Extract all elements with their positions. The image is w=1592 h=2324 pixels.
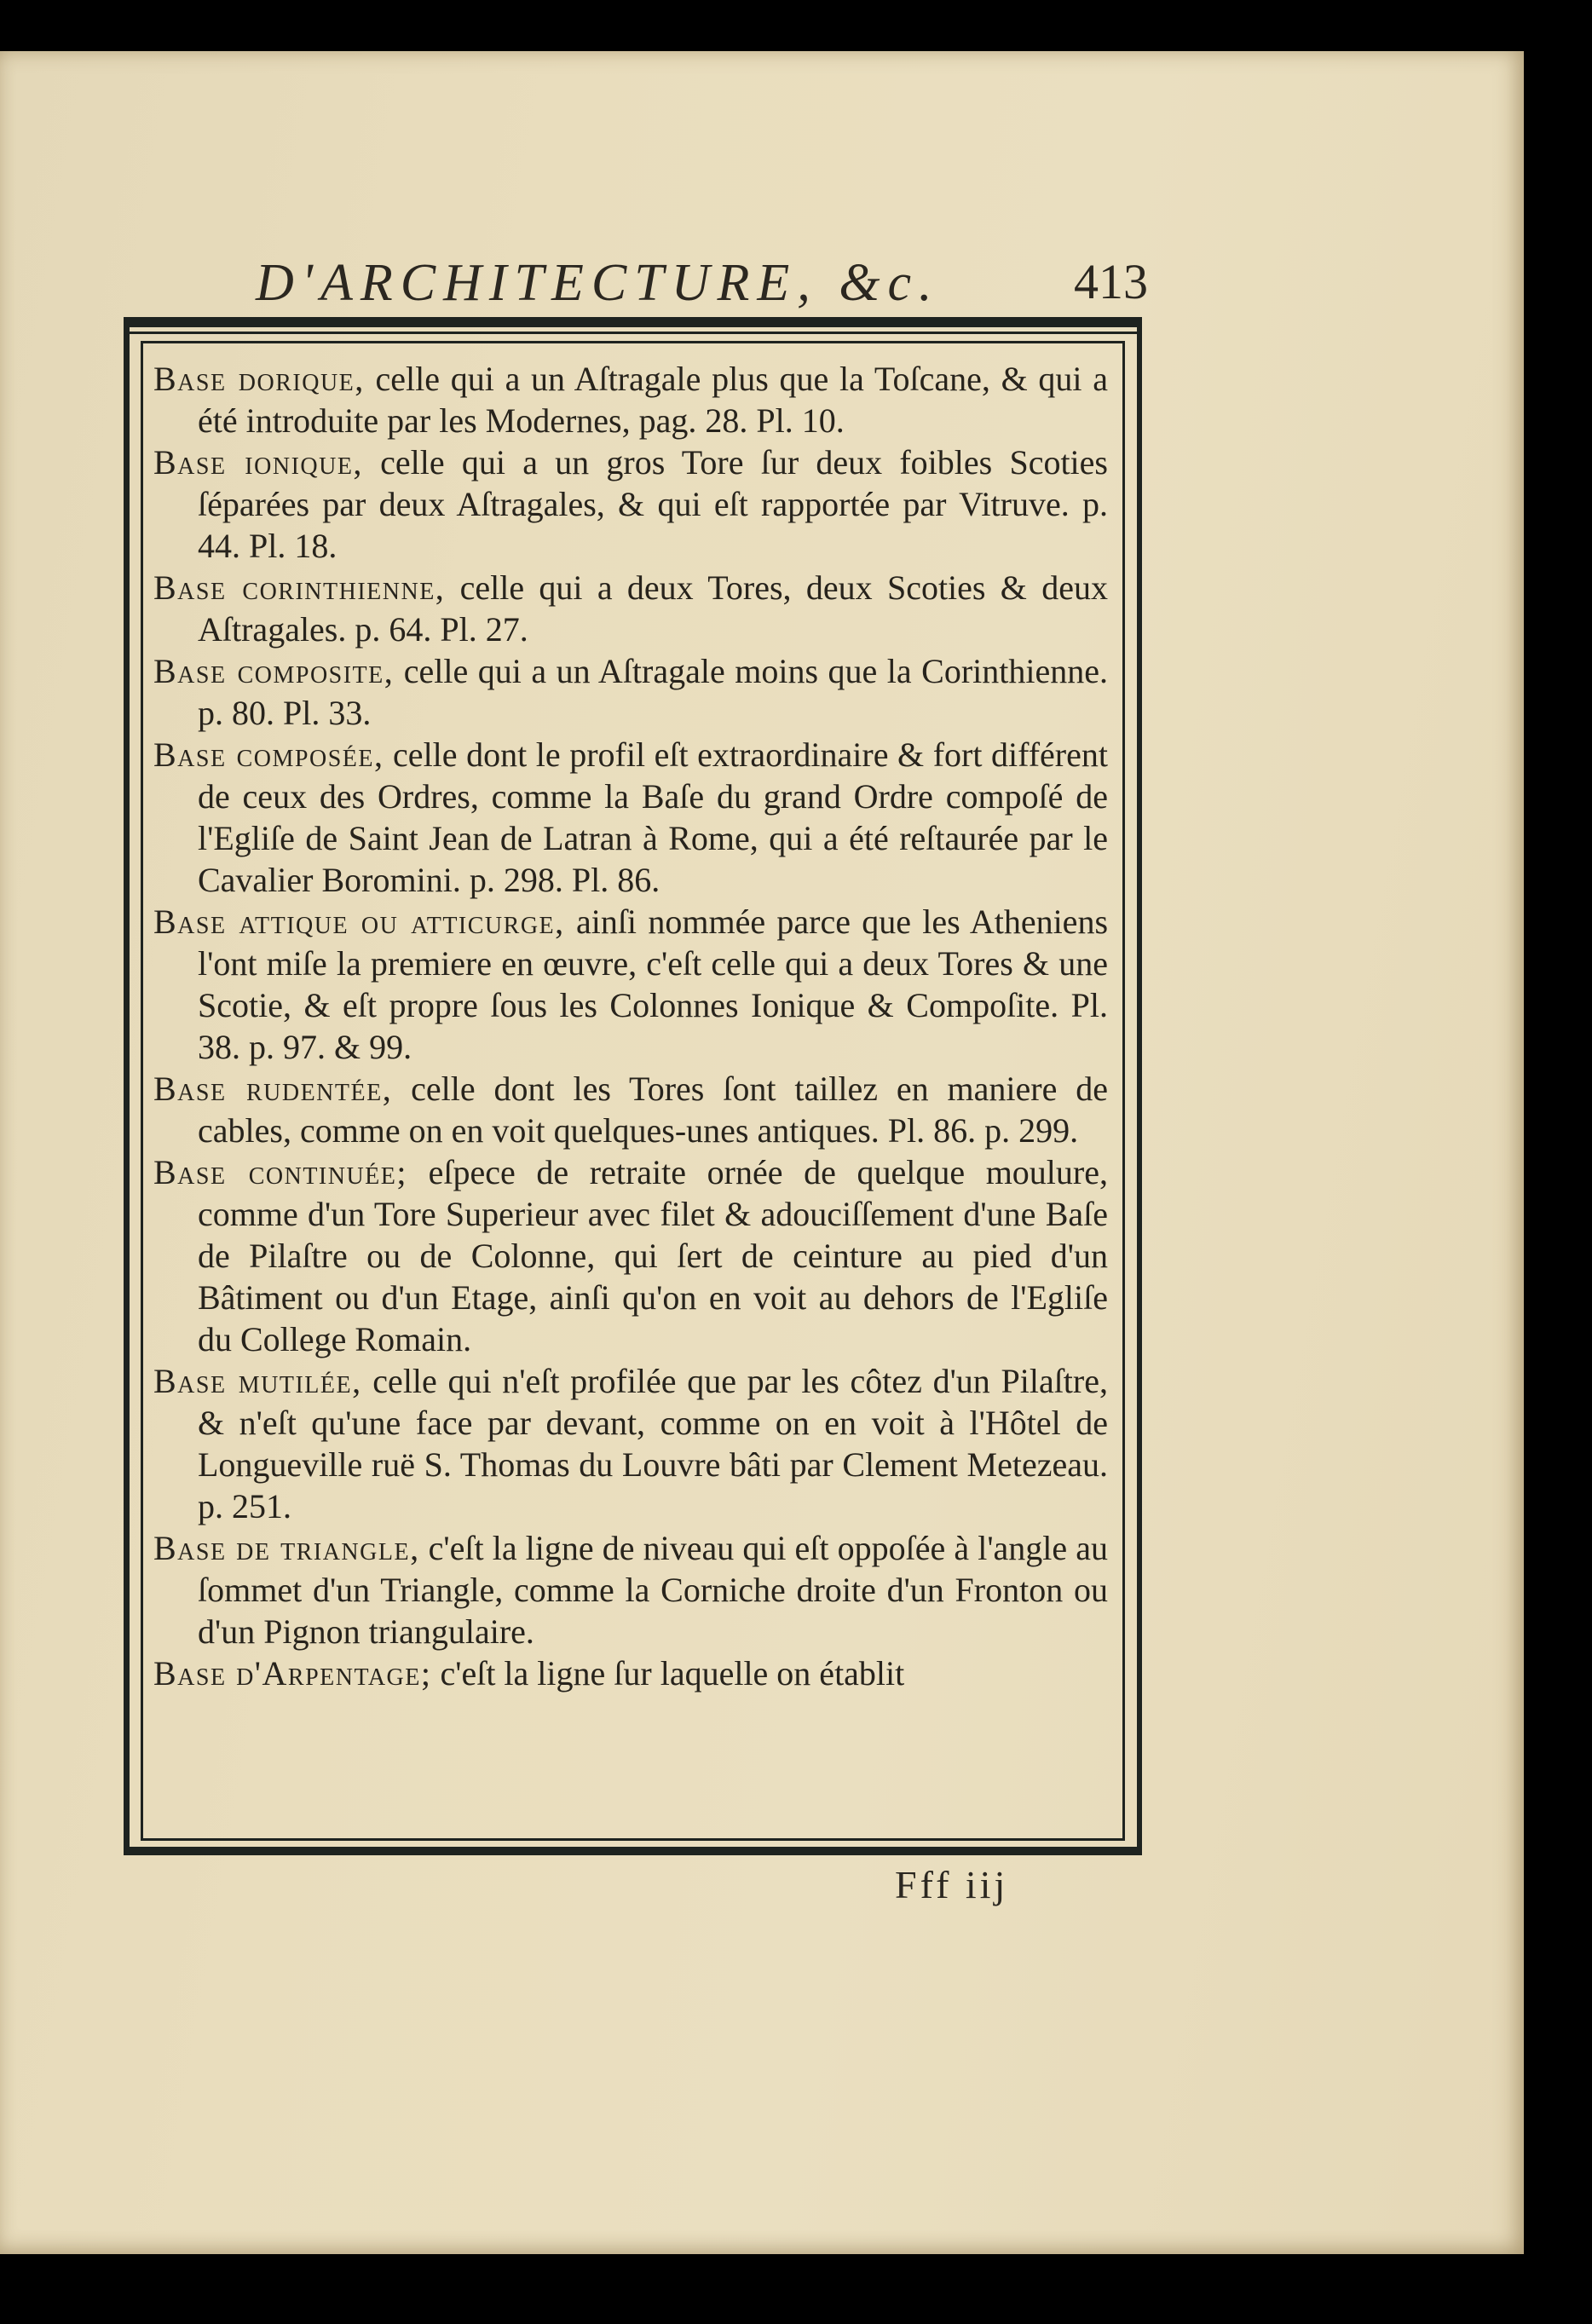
entry-base-composee [153,734,1108,901]
entry-text: eſpece de retraite ornée de quelque moulure, comme d'un Tore Superieur avec filet & adouciſſement d'une Baſe de Pilaſtre ou de Colonne, qui ſert de ceinture au pied d'un Bâtiment ou d'un Etage, ainſi qu'on en voit au dehors de l'Egliſe du College Romain. [198,1153,1108,1358]
entry-term: Base dorique, [153,360,365,398]
entry-term: Base corinthienne, [153,568,446,607]
entry-term: Base ionique, [153,443,363,482]
entry-text: celle dont le profil eſt extraordinaire & fort différent de ceux des Ordres, comme la Baſe du grand Ordre compoſé de l'Egliſe de Saint Jean de Latran à Rome, qui a été reſtaurée par le Cavalier Boromini. p. 298. Pl. 86. [198,735,1108,899]
entry-base-continuee [153,1151,1108,1360]
entry-text: celle qui a deux Tores, deux Scoties & deux Aſtragales. p. 64. Pl. 27. [198,568,1108,649]
entry-text: celle qui a un Aſtragale moins que la Corinthienne. p. 80. Pl. 33. [198,652,1109,732]
entry-term: Base composite, [153,652,395,690]
book-page [0,51,1524,2254]
signature-mark: Fff iij [895,1863,1009,1906]
entry-base-rudentee [153,1068,1108,1151]
entry-base-de-triangle [153,1527,1108,1652]
running-head: D'ARCHITECTURE, &c. [256,254,940,312]
entry-term: Base rudentée, [153,1070,393,1108]
entry-term: Base mutilée, [153,1362,362,1400]
entry-term: Base continuée; [153,1153,408,1191]
entry-text: celle dont les Tores ſont taillez en maniere de cables, comme on en voit quelques-unes antiques. Pl. 86. p. 299. [198,1070,1109,1150]
entry-text: c'eſt la ligne ſur laquelle on établit [431,1654,905,1693]
entry-text: ainſi nommée parce que les Atheniens l'ont miſe la premiere en œuvre, c'eſt celle qui a deux Tores & une Scotie, & eſt propre ſous les Colonnes Ionique & Compoſite. Pl. 38. p. 97. & 99. [198,902,1109,1066]
entry-base-ionique [153,441,1108,567]
entry-base-corinthienne [153,567,1108,650]
glossary-entries [153,358,1108,1694]
page-number: 413 [1074,254,1148,309]
entry-term: Base attique ou atticurge, [153,902,565,941]
entry-term: Base composée, [153,735,384,774]
entry-base-dorique [153,358,1108,441]
entry-base-mutilee [153,1360,1108,1527]
entry-term: Base de triangle, [153,1529,420,1567]
entry-text: celle qui n'eſt profilée que par les côtez d'un Pilaſtre, & n'eſt qu'une face par devant, comme on en voit à l'Hôtel de Longueville ruë S. Thomas du Louvre bâti par Clement Metezeau. p. 251. [198,1362,1108,1525]
entry-term: Base d'Arpentage; [153,1654,432,1693]
entry-base-d-arpentage [153,1652,1108,1694]
entry-base-attique [153,901,1108,1068]
entry-base-composite [153,650,1108,734]
entry-text: c'eſt la ligne de niveau qui eſt oppoſée à l'angle au ſommet d'un Triangle, comme la Corniche droite d'un Fronton ou d'un Pignon triangulaire. [198,1529,1109,1651]
entry-text: celle qui a un Aſtragale plus que la Toſcane, & qui a été introduite par les Modernes, pag. 28. Pl. 10. [198,360,1109,440]
entry-text: celle qui a un gros Tore ſur deux foibles Scoties ſéparées par deux Aſtragales, & qui eſt rapportée par Vitruve. p. 44. Pl. 18. [198,443,1108,565]
